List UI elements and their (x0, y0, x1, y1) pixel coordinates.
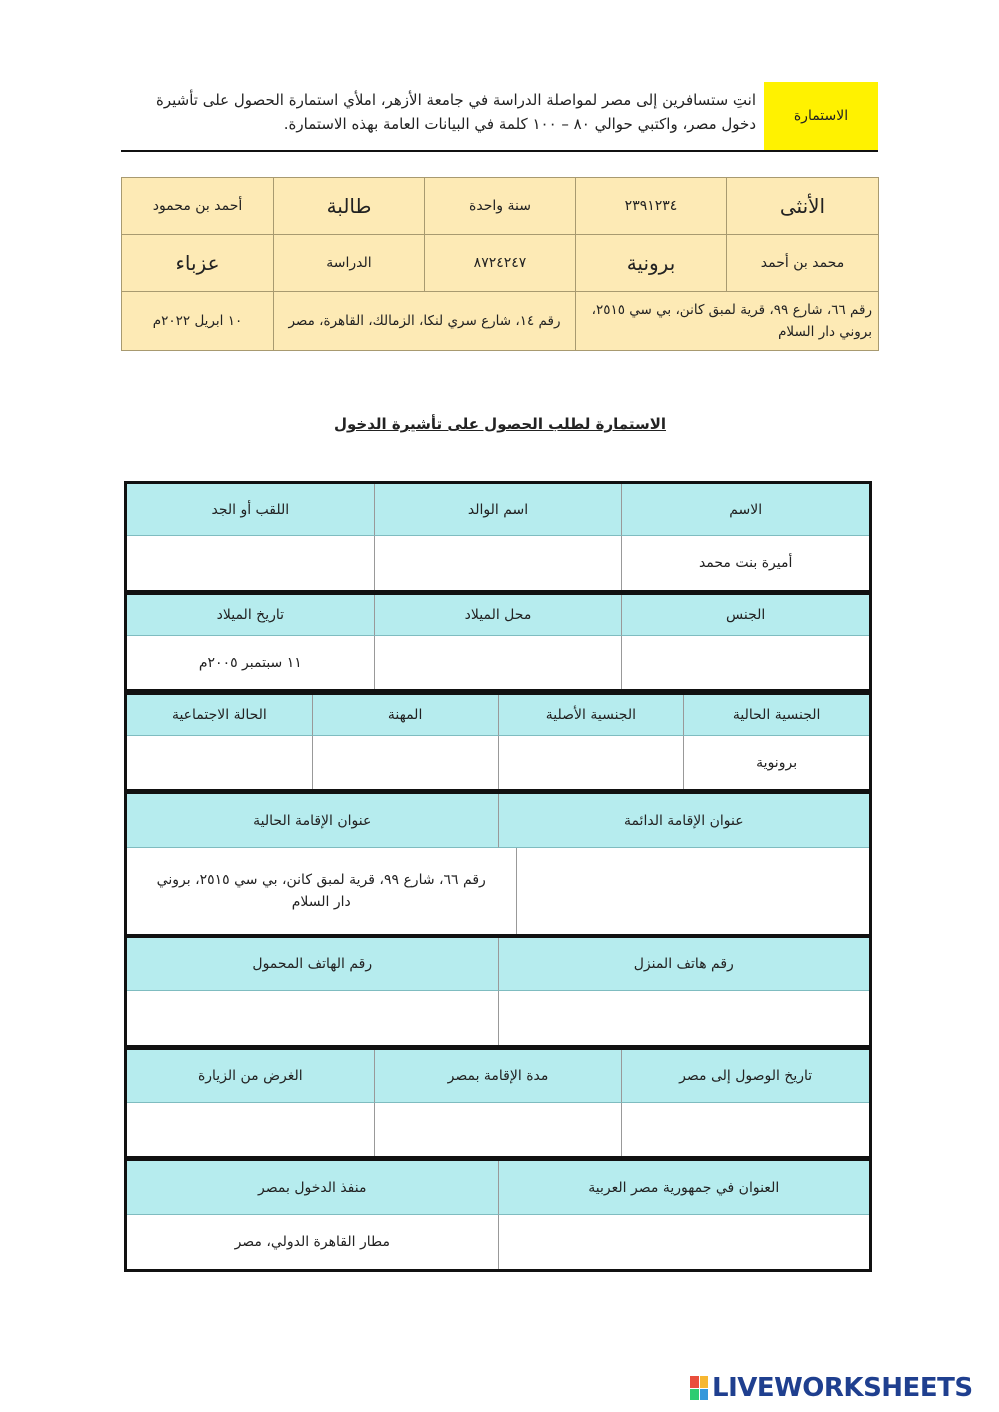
vocab-row (122, 178, 879, 235)
drop-zone[interactable]: رقم ٦٦، شارع ٩٩، قرية لمبق كانن، بي سي ٢٥١٥، بروني دار السلام (127, 848, 516, 934)
drop-zone[interactable] (374, 1103, 622, 1156)
header-row (127, 484, 869, 536)
header-cell: رقم الهاتف المحمول (127, 938, 498, 991)
value-row (127, 736, 869, 789)
value-row (127, 1215, 869, 1269)
form-section-visit (124, 1047, 872, 1159)
vocab-cell[interactable]: عزباء (122, 235, 274, 292)
vocabulary-table (121, 177, 879, 351)
drop-zone[interactable] (127, 736, 312, 789)
header-cell: عنوان الإقامة الدائمة (498, 794, 870, 848)
header-cell: الجنس (621, 595, 869, 636)
drop-zone[interactable] (127, 1103, 374, 1156)
header-cell: الاسم (621, 484, 869, 536)
vocab-cell[interactable]: طالبة (274, 178, 425, 235)
form-section-entry (124, 1158, 872, 1272)
value-row (127, 991, 869, 1045)
drop-zone[interactable] (127, 991, 498, 1045)
header-row (127, 1161, 869, 1215)
header-cell: الجنسية الحالية (683, 695, 869, 736)
value-row (127, 636, 869, 689)
drop-zone[interactable]: مطار القاهرة الدولي، مصر (127, 1215, 498, 1269)
drop-zone[interactable]: أميرة بنت محمد (621, 536, 869, 590)
drop-zone[interactable] (127, 536, 374, 590)
drop-zone[interactable] (312, 736, 498, 789)
value-row (127, 1103, 869, 1156)
vocab-cell[interactable]: برونية (576, 235, 727, 292)
header-cell: تاريخ الوصول إلى مصر (621, 1050, 869, 1103)
header-divider (121, 150, 878, 152)
vocab-cell[interactable]: ٨٧٢٤٢٤٧ (425, 235, 576, 292)
header-cell: اللقب أو الجد (127, 484, 374, 536)
vocab-cell[interactable]: ١٠ ابريل ٢٠٢٢م (122, 292, 274, 351)
logo-mark-icon (690, 1376, 708, 1400)
drop-zone[interactable]: ١١ سبتمبر ٢٠٠٥م (127, 636, 374, 689)
header-cell: تاريخ الميلاد (127, 595, 374, 636)
form-section-name (124, 481, 872, 593)
header-cell: محل الميلاد (374, 595, 622, 636)
header-cell: المهنة (312, 695, 498, 736)
vocab-cell[interactable]: سنة واحدة (425, 178, 576, 235)
form-section-nationality (124, 692, 872, 792)
drop-zone[interactable] (374, 536, 622, 590)
logo-text: LIVEWORKSHEETS (712, 1373, 973, 1403)
header-row (127, 938, 869, 991)
vocab-cell[interactable]: ٢٣٩١٢٣٤ (576, 178, 727, 235)
header-row (127, 794, 869, 848)
header-cell: رقم هاتف المنزل (498, 938, 870, 991)
drop-zone[interactable] (516, 848, 870, 934)
vocab-cell[interactable]: أحمد بن محمود (122, 178, 274, 235)
drop-zone[interactable] (621, 1103, 869, 1156)
header-cell: اسم الوالد (374, 484, 622, 536)
drop-zone[interactable] (621, 636, 869, 689)
header-cell: الجنسية الأصلية (498, 695, 684, 736)
header-row (127, 695, 869, 736)
vocab-cell[interactable]: الأنثى (727, 178, 879, 235)
form-tag: الاستمارة (764, 82, 878, 150)
vocab-row (122, 235, 879, 292)
form-title: الاستمارة لطلب الحصول على تأشيرة الدخول (333, 415, 667, 433)
value-row (127, 848, 869, 934)
header-cell: عنوان الإقامة الحالية (127, 794, 498, 848)
drop-zone[interactable] (498, 736, 684, 789)
header-cell: منفذ الدخول بمصر (127, 1161, 498, 1215)
form-section-address (124, 791, 872, 937)
drop-zone[interactable]: برونوية (683, 736, 869, 789)
header-cell: الغرض من الزيارة (127, 1050, 374, 1103)
vocab-cell[interactable]: الدراسة (274, 235, 425, 292)
liveworksheets-logo (690, 1373, 973, 1403)
drop-zone[interactable] (374, 636, 622, 689)
drop-zone[interactable] (498, 991, 870, 1045)
form-section-phone (124, 935, 872, 1048)
vocab-cell[interactable]: محمد بن أحمد (727, 235, 879, 292)
instructions-text: انتِ ستسافرين إلى مصر لمواصلة الدراسة في جامعة الأزهر، املأي استمارة الحصول على تأشيرة دخول مصر، واكتبي حوالي ٨٠ – ١٠٠ كلمة في البيانات العامة بهذه الاستمارة. (155, 91, 756, 133)
header-cell: مدة الإقامة بمصر (374, 1050, 622, 1103)
header-row (127, 595, 869, 636)
vocab-cell[interactable]: رقم ١٤، شارع سري لنكا، الزمالك، القاهرة، مصر (274, 292, 576, 351)
header-row (127, 1050, 869, 1103)
header-cell: الحالة الاجتماعية (127, 695, 312, 736)
value-row (127, 536, 869, 590)
drop-zone[interactable] (498, 1215, 870, 1269)
form-section-birth (124, 592, 872, 692)
header-cell: العنوان في جمهورية مصر العربية (498, 1161, 870, 1215)
vocab-cell[interactable]: رقم ٦٦، شارع ٩٩، قرية لمبق كانن، بي سي ٢٥١٥، بروني دار السلام (576, 292, 879, 351)
vocab-row (122, 292, 879, 351)
